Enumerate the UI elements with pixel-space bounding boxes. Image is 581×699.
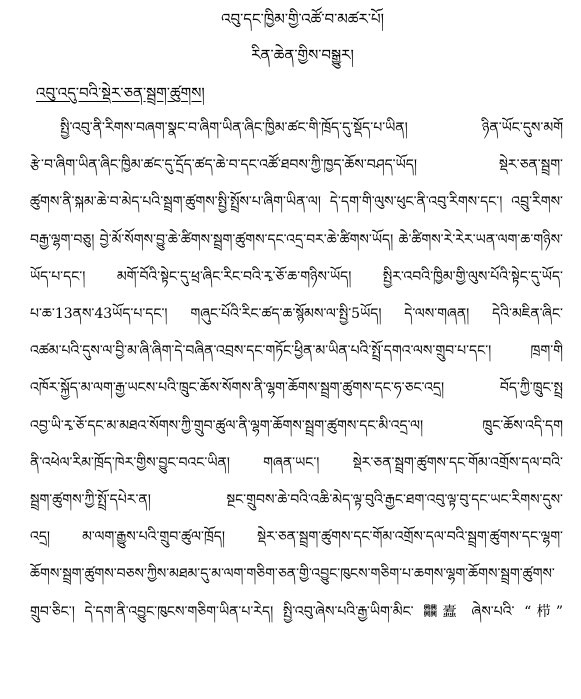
text-line: འཁོར་སྐྱོད་མ་ལག་རྒྱ་ཡངས་པའི་ཁྲུང་ཆོས་སོགས་ནི་ལྷག་ཆོགས་སྦྲག་ཚུགས་དང་ཧ་ཅང་འདྲ། བོད་ཀྱི་ཁྲུང་སྤྲ: [30, 380, 563, 397]
text-line: སྤྱི་འབུ་ནི་རིགས་བཞག་སྣང་བ་ཞིག་ཡིན་ཞིང་ཁྱིམ་ཚང་གི་ཁྲོད་དུ་སྡོད་པ་ཡིན། ཉིན་ཡོང་དུས་མགོ: [60, 120, 563, 137]
text-line: འདྲ། མ་ལག་རྒྱུས་པའི་གྲུབ་ཚུལ་ཁྲོད། སྡེར་ཅན་སྦྲག་ཚུགས་དང་གོམ་འགྲོས་དལ་བའི་སྦྲག་ཚུགས་དང་ལྷག་: [30, 529, 563, 546]
document-title: འབུ་དང་ཁྱིམ་གྱི་འཚོ་བ་མཚར་པོ།: [221, 10, 384, 28]
text-line: རྩེ་བ་ཞིག་ཡིན་ཞིང་ཁྱིམ་ཚང་དུ་དྲོད་ཚད་ཆེ་བ་དང་འཚོ་ཐབས་ཀྱི་ཁྱད་ཆོས་བཤད་ཡོད། སྡེར་ཅན་སྦྲག་: [30, 157, 563, 174]
text-line: སྦྲག་ཚུགས་ཀྱི་སྤྲོ་དཔེར་ན། སྔང་གྲུབས་ཆེ་བའི་འཆི་མེད་ལྟ་བུའི་རྒྱང་ཐག་འབུ་ལྟ་བུ་དང་ཡང་རིགས་དུས་: [30, 491, 563, 508]
section-heading: འབུ་འདུ་བའི་སྡེར་ཅན་སྦྲག་ཚུགས།: [36, 84, 205, 102]
text-line: འཚམ་པའི་དུས་ལ་བྱི་མ་ཞི་ཞིག་དེ་བཞིན་འབྲས་དང་གཏོང་ཕྱིན་མ་ཡིན་པའི་སྤྲོ་དགའ་ལས་གྲུབ་པ་དང་། ཁྲག་གི: [30, 343, 563, 360]
text-line: ཚུགས་ནི་སྐམ་ཆེ་བ་མེད་པའི་སྦྲག་ཚུགས་སྤྱི་སྤྲོས་པ་ཞིག་ཡིན་ལ། དེ་དག་གི་ལུས་ཕུང་ནི་འབུ་རིགས་དང་། འབྲུ་རིགས་: [30, 194, 563, 211]
body-text: [30, 110, 563, 631]
text-line: བརྒྱ་ལྷག་བཅུ། བྱེ་མོ་སོགས་བྱུ་ཆེ་ཚིགས་སྦྲག་ཚུགས་དང་འདྲ་བར་ཆེ་ཚིགས་ཡོད། ཆེ་ཚིགས་རེ་རེར་ཡན་ལག་ཆ་གཉིས་: [30, 231, 563, 248]
text-line: པ་ཆ་13ནས་43ཡོད་པ་དང་། གཞུང་པོའི་རིང་ཚད་ཆ་སྙོམས་ལ་སྤྱི་5ཡོད། དེ་ལས་གཞན། དེའི་མཇིན་ཞིང་: [30, 306, 563, 323]
text-line: ཆོགས་སྦྲག་ཚུགས་བཅས་ཀྱིས་མཐམ་དུ་མ་ལག་གཅིག་ཅན་གྱི་འབྱུང་ཁུངས་གཅིག་པ་ཆགས་ལྷག་ཆོགས་སྦྲག་ཚུགས་: [30, 566, 555, 583]
text-line: འབྱ་ཡི་རྭ་ཅོ་དང་མ་མཐའ་སོགས་ཀྱི་གྲུབ་ཚུལ་ནི་ལྷག་ཆོགས་སྦྲག་ཚུགས་དང་མི་འདྲ་ལ། ཁྲུང་ཆོས་འདི་དག: [30, 417, 563, 434]
text-line: ནི་འཕེལ་རིམ་ཁྲོད་ཁེར་གྱིས་བྱུང་བའང་ཡིན། གཞན་ཡང་། སྡེར་ཅན་སྦྲག་ཚུགས་དང་གོམ་འགྲོས་དལ་བའི་: [30, 454, 563, 471]
document-author: རིན་ཆེན་གྱིས་བསྒྱུར།: [251, 46, 354, 64]
text-line: གྲུབ་ཅིང་། དེ་དག་ནི་འབྱུང་ཁུངས་གཅིག་ཡིན་པ་རེད། སྤྱི་འབུ་ཞེས་པའི་རྒྱ་ཡིག་མིང་ 𠔻蠹 ཞེས་པའི་ “栉”: [30, 603, 563, 620]
text-line: ཡོད་པ་དང་། མགོ་བོའི་སྟེང་དུ་ཕྲ་ཞིང་རིང་བའི་རྭ་ཅོ་ཆ་གཉིས་ཡོད། སྤྱིར་འབའི་ཁྱིམ་གྱི་ལུས་པོའི་སྟེང་དུ་ཡོད་: [30, 268, 563, 285]
